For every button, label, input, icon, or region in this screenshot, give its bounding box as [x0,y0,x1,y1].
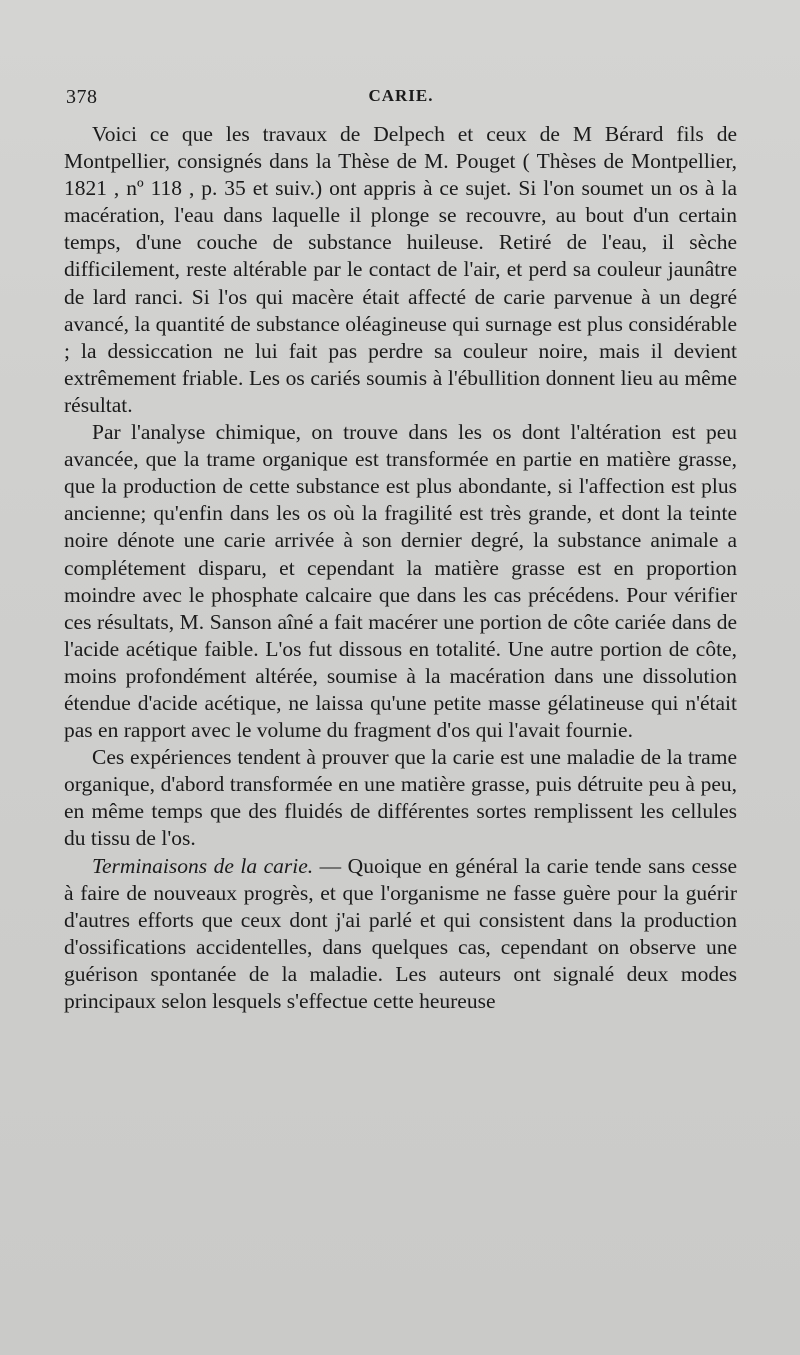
page-number: 378 [66,86,98,108]
paragraph-4-text: — Quoique en général la carie tende sans cesse à faire de nouveaux progrès, et que l'organisme ne fasse guère pour la guérir d'autres efforts que ceux dont j'ai parlé et qui consistent dans la production d'ossifications accidentelles, dans quelques cas, cependant on observe une guérison spontanée de la maladie. Les auteurs ont signalé deux modes principaux selon lesquels s'effectue cette heureuse [64,853,737,1013]
section-heading: Terminaisons de la carie. [92,853,314,878]
paragraph-4 [64,853,737,1016]
paragraph-2: Par l'analyse chimique, on trouve dans les os dont l'altération est peu avancée, que la trame organique est transformée en partie en matière grasse, que la production de cette substance est plus abondante, si l'affection est plus ancienne; qu'enfin dans les os où la fragilité est très grande, et dont la teinte noire dénote une carie arrivée à son dernier degré, la substance animale a complétement disparu, et cependant la matière grasse est en proportion moindre avec le phosphate calcaire que dans les cas précédens. Pour vérifier ces résultats, M. Sanson aîné a fait macérer une portion de côte cariée dans de l'acide acétique faible. L'os fut dissous en totalité. Une autre portion de côte, moins profondément altérée, soumise à la macération dans une dissolution étendue d'acide acétique, ne laissa qu'une petite masse gélatineuse qui n'était pas en rapport avec le volume du fragment d'os qui l'avait fournie. [64,420,737,743]
page-header [66,86,736,116]
page-body [64,121,737,1015]
paragraph-3: Ces expériences tendent à prouver que la carie est une maladie de la trame organique, d'abord transformée en une matière grasse, puis détruite peu à peu, en même temps que des fluidés de différentes sortes remplissent les cellules du tissu de l'os. [64,745,737,851]
running-title: CARIE. [368,86,434,105]
paragraph-1: Voici ce que les travaux de Delpech et ceux de M Bérard fils de Montpellier, consignés dans la Thèse de M. Pouget ( Thèses de Montpellier, 1821 , nº 118 , p. 35 et suiv.) ont appris à ce sujet. Si l'on soumet un os à la macération, l'eau dans laquelle il plonge se recouvre, au bout d'un certain temps, d'une couche de substance huileuse. Retiré de l'eau, il sèche difficilement, reste altérable par le contact de l'air, et perd sa couleur jaunâtre de lard ranci. Si l'os qui macère était affecté de carie parvenue à un degré avancé, la quantité de substance oléagineuse qui surnage est plus considérable ; la dessiccation ne lui fait pas perdre sa couleur noire, mais il devient extrêmement friable. Les os cariés soumis à l'ébullition donnent lieu au même résultat. [64,122,737,417]
